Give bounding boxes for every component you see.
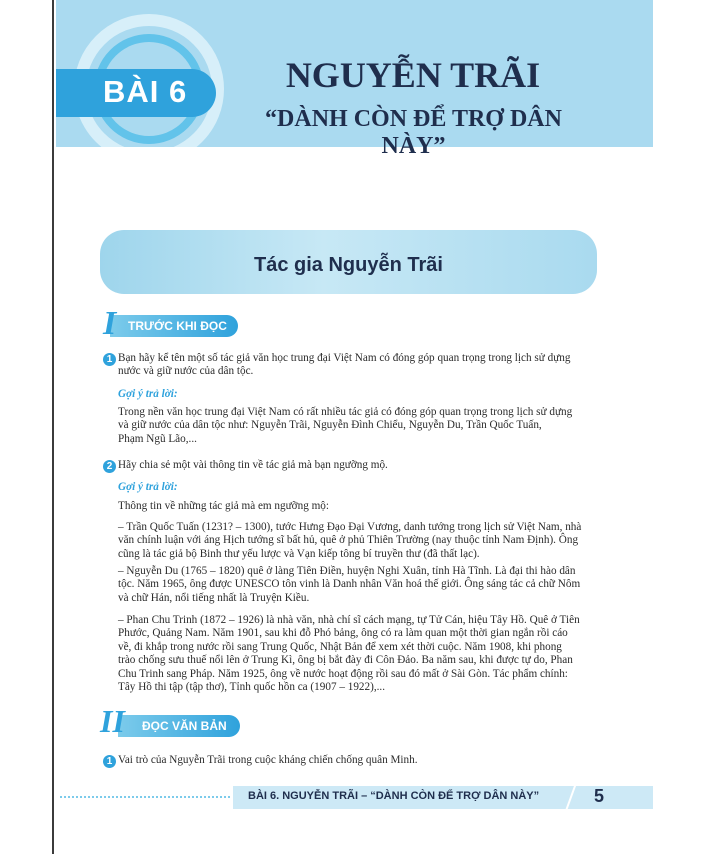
paragraph-nguyen-du: – Nguyễn Du (1765 – 1820) quê ở làng Tiên Điền, huyện Nghi Xuân, tỉnh Hà Tĩnh. Là đại thi hào dân tộc. Năm 1965, ông được UNESCO tôn vinh là Danh nhân Văn hoá thế giới. Ông sáng tác cả chữ Nôm và chữ Hán, nổi tiếng nhất là Truyện Kiều. xyxy=(118,565,581,604)
part-2-heading-bar xyxy=(118,715,240,737)
hint-label: Gợi ý trả lời: xyxy=(118,388,178,400)
footer-dotted-line xyxy=(60,796,230,798)
question-1-text: Bạn hãy kể tên một số tác giả văn học trung đại Việt Nam có đóng góp quan trọng trong lịch sử dựng nước và giữ nước của dân tộc. xyxy=(118,352,571,378)
part-1-numeral: I xyxy=(103,305,117,342)
hint-label: Gợi ý trả lời: xyxy=(118,481,178,493)
question-number: 1 xyxy=(103,755,116,768)
page-subtitle: “DÀNH CÒN ĐỂ TRỢ DÂN NÀY” xyxy=(265,106,562,159)
question-number: 2 xyxy=(103,460,116,473)
question-number: 1 xyxy=(103,353,116,366)
part-2-heading: ĐỌC VĂN BẢN xyxy=(142,719,227,733)
paragraph-phan-chu-trinh: – Phan Chu Trinh (1872 – 1926) là nhà văn, nhà chí sĩ cách mạng, tự Tử Cán, hiệu Tây Hồ. Quê ở Tiên Phước, Quảng Nam. Năm 1901, sau khi đỗ Phó bảng, ông có ra làm quan một thời gian ngắn rồi cáo về, đi khắp trong nước rồi sang Trung Quốc, Nhật Bản để xem xét thời cuộc. Năm 1908, khi phong trào chống sưu thuế nổi lên ở Trung Kì, ông bị bắt đày đi Côn Đảo. Ba năm sau, khi được tự do, Phan Chu Trinh sang Pháp. Năm 1925, ông về nước hoạt động rồi sau đó mất ở Sài Gòn. Tác phẩm chính: Tây Hồ thi tập (tập thơ), Tỉnh quốc hồn ca (1907 – 1922),... xyxy=(118,614,580,694)
footer-running-title: BÀI 6. NGUYỄN TRÃI – “DÀNH CÒN ĐỂ TRỢ DÂN NÀY” xyxy=(248,790,540,802)
part-1-heading: TRƯỚC KHI ĐỌC xyxy=(128,319,227,333)
page-spine-line xyxy=(52,0,54,854)
part-1-heading-bar xyxy=(110,315,238,337)
page-title: NGUYỄN TRÃI xyxy=(285,55,541,95)
answer-1-text: Trong nền văn học trung đại Việt Nam có rất nhiều tác giả có đóng góp quan trọng trong lịch sử dựng và giữ nước của dân tộc như: Nguyễn Trãi, Nguyễn Đình Chiểu, Nguyễn Du, Trần Quốc Tuấn, Phạm Ngũ Lão,... xyxy=(118,406,573,445)
paragraph-tran-quoc-tuan: – Trần Quốc Tuấn (1231? – 1300), tước Hưng Đạo Đại Vương, danh tướng trong lịch sử Việt Nam, nhà văn chính luận với áng Hịch tướng sĩ bất hủ, quê ở phủ Thiên Trường (nay thuộc tỉnh Nam Định). Ông cũng là tác giả bộ Binh thư yếu lược và Vạn kiếp tông bí truyền thư (đã thất lạc). xyxy=(118,521,582,560)
part-2-numeral: II xyxy=(100,703,125,739)
question-2-text: Hãy chia sẻ một vài thông tin về tác giả mà bạn ngưỡng mộ. xyxy=(118,459,388,471)
answer-2-intro: Thông tin về những tác giả mà em ngưỡng mộ: xyxy=(118,500,329,512)
section-title: Tác gia Nguyễn Trãi xyxy=(254,254,443,276)
page-number: 5 xyxy=(594,786,605,806)
part-2-question-1-text: Vai trò của Nguyễn Trãi trong cuộc kháng chiến chống quân Minh. xyxy=(118,754,418,766)
lesson-number: BÀI 6 xyxy=(103,74,188,109)
